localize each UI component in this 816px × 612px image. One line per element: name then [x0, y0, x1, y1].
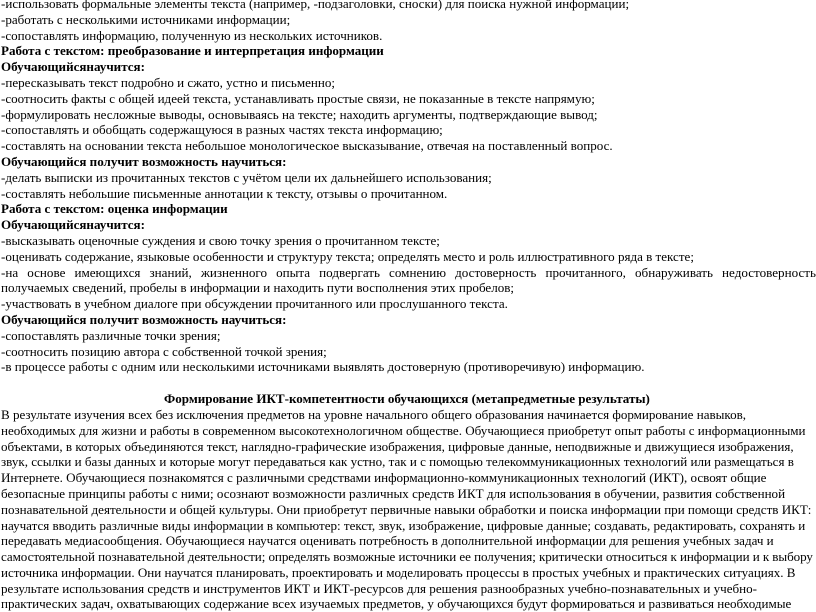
- paragraph-line: источника информации. Они научатся планировать, проектировать и моделировать процессы в простых учебных и практических ситуациях. В: [0, 564, 796, 580]
- paragraph-line: научатся вводить различные виды информации в компьютер: текст, звук, изображение, цифровые данные; создавать, редактировать, сохранять и: [0, 517, 806, 533]
- word: достоверность: [455, 264, 537, 280]
- list-item: -высказывать оценочные суждения и свою точку зрения о прочитанном тексте;: [0, 232, 440, 248]
- subheading: Обучающийся получит возможность научиться:: [0, 153, 287, 169]
- list-item: -сопоставлять информацию, полученную из нескольких источников.: [0, 27, 383, 43]
- subheading: Обучающийся получит возможность научиться:: [0, 311, 287, 327]
- section-heading: Работа с текстом: оценка информации: [0, 201, 228, 217]
- list-item: -в процессе работы с одним или несколькими источниками выявлять достоверную (противоречивую) информацию.: [0, 359, 645, 375]
- ict-heading: Формирование ИКТ-компетентности обучающихся (метапредметные результаты): [164, 391, 650, 407]
- word: подвергать: [319, 264, 380, 280]
- word: имеющихся: [74, 264, 141, 280]
- subheading: Обучающийсянаучится:: [0, 217, 145, 233]
- list-item: -формулировать несложные выводы, основываясь на тексте; находить аргументы, подтверждающие вывод;: [0, 106, 598, 122]
- list-item: -оценивать содержание, языковые особенности и структуру текста; определять место и роль иллюстративного ряда в тексте;: [0, 248, 694, 264]
- word: -на: [1, 264, 19, 280]
- paragraph-line: В результате изучения всех без исключения предметов на уровне начального общего образования начинается формирование навыков,: [0, 406, 747, 422]
- word: основе: [27, 264, 66, 280]
- list-item: -пересказывать текст подробно и сжато, устно и письменно;: [0, 74, 336, 90]
- paragraph-line: самостоятельной познавательной деятельности; определять возможные источники ее получения; критически относиться к информации и к выбору: [0, 549, 813, 565]
- word: обнаруживать: [634, 264, 713, 280]
- list-item: -делать выписки из прочитанных текстов с учётом цели их дальнейшего использования;: [0, 169, 492, 185]
- list-item: -сопоставлять и обобщать содержащуюся в разных частях текста информацию;: [0, 122, 443, 138]
- paragraph-line: безопасные принципы работы с ними; осознают возможности различных средств ИКТ для использования в обучении, развития собственной: [0, 485, 786, 501]
- list-item: -соотносить факты с общей идеей текста, устанавливать простые связи, не показанные в тексте напрямую;: [0, 90, 595, 106]
- word: прочитанного,: [545, 264, 626, 280]
- spacer: [0, 375, 816, 391]
- paragraph-line: Интернете. Обучающиеся познакомятся с различными средствами информационно-коммуникационных технологий (ИКТ), освоят общие: [0, 470, 767, 486]
- paragraph-line: необходимых для жизни и работы в современном высокотехнологичном обществе. Обучающиеся приобретут опыт работы с информационными: [0, 422, 806, 438]
- list-item: -участвовать в учебном диалоге при обсуждении прочитанного или прослушанного текста.: [0, 296, 508, 312]
- word: жизненного: [200, 264, 268, 280]
- justified-list-item: [0, 265, 816, 281]
- paragraph-line: познавательной деятельности и общей культуры. Они приобретут первичные навыки обработки и поиска информации при помощи средств ИКТ:: [0, 501, 812, 517]
- paragraph-line: звук, ссылки и базы данных и которые могут передаваться как устно, так и с помощью телекоммуникационных технологий или размещаться в: [0, 454, 794, 470]
- paragraph-line: результате использования средств и инструментов ИКТ и ИКТ-ресурсов для решения разнообразных учебно-познавательных и учебно-: [0, 580, 757, 596]
- list-item: -составлять небольшие письменные аннотации к тексту, отзывы о прочитанном.: [0, 185, 448, 201]
- paragraph-line: практических задач, охватывающих содержание всех изучаемых предметов, у обучающихся будут формироваться и развиваться необходимые: [0, 596, 792, 612]
- list-item: получаемых сведений, пробелы в информации и находить пути восполнения этих пробелов;: [0, 280, 515, 296]
- subheading: Обучающийсянаучится:: [0, 59, 145, 75]
- word: сомнению: [389, 264, 447, 280]
- word: недостоверность: [722, 264, 816, 280]
- word: опыта: [276, 264, 311, 280]
- word: знаний,: [149, 264, 192, 280]
- list-item: -использовать формальные элементы текста (например, -подзаголовки, сноски) для поиска нужной информации;: [0, 0, 630, 11]
- paragraph-line: объектами, в которых объединяются текст, наглядно-графические изображения, цифровые данные, неподвижные и движущиеся изображения,: [0, 438, 794, 454]
- list-item: -составлять на основании текста небольшое монологическое высказывание, отвечая на поставленный вопрос.: [0, 138, 613, 154]
- section-heading: Работа с текстом: преобразование и интерпретация информации: [0, 43, 384, 59]
- paragraph-line: передавать медиасообщения. Обучающиеся научатся оценивать потребность в дополнительной информации для решения учебных задач и: [0, 533, 774, 549]
- list-item: -сопоставлять различные точки зрения;: [0, 327, 221, 343]
- list-item: -соотносить позицию автора с собственной точкой зрения;: [0, 343, 327, 359]
- list-item: -работать с несколькими источниками информации;: [0, 11, 291, 27]
